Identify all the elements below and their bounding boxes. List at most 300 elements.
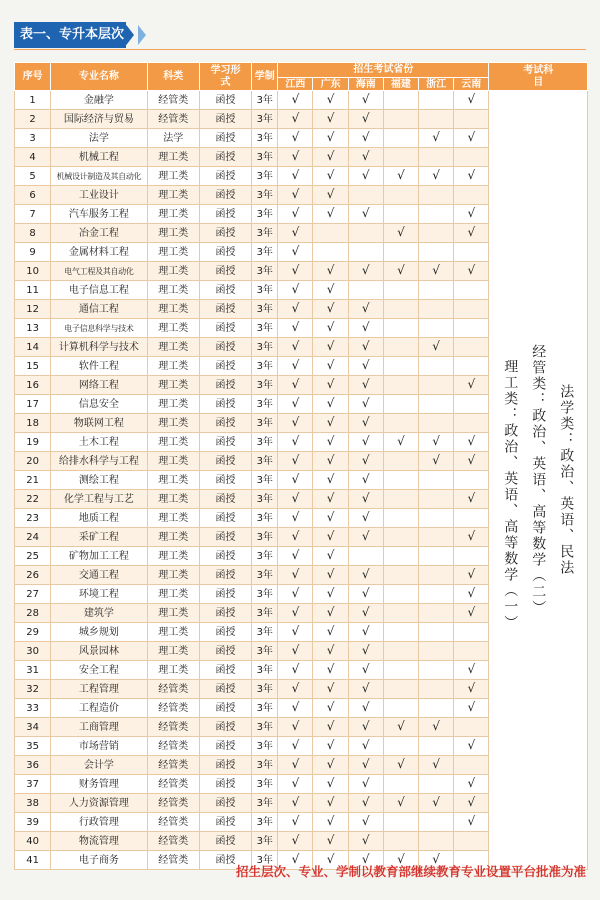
exam-economics: 经管类：政治、英语、高等数学（二） (530, 344, 547, 616)
check-mark-icon: √ (326, 624, 335, 638)
row-study-form: 函授 (199, 338, 251, 357)
row-category: 理工类 (147, 148, 199, 167)
check-mark-icon: √ (326, 472, 335, 486)
check-mark-icon: √ (361, 472, 370, 486)
row-duration: 3年 (252, 547, 278, 566)
row-province-check (278, 566, 313, 585)
row-duration: 3年 (252, 680, 278, 699)
row-province-check (454, 110, 489, 129)
row-province-check (383, 281, 418, 300)
row-study-form: 函授 (199, 699, 251, 718)
row-province-check (419, 490, 454, 509)
row-study-form: 函授 (199, 110, 251, 129)
row-seq: 40 (15, 832, 51, 851)
footnote: 招生层次、专业、学制以教育部继续教育专业设置平台批准为准 (235, 864, 586, 879)
row-major-name: 物联网工程 (51, 414, 147, 433)
row-province-check (278, 319, 313, 338)
row-seq: 17 (15, 395, 51, 414)
row-province-check (383, 357, 418, 376)
row-duration: 3年 (252, 775, 278, 794)
row-province-check (383, 452, 418, 471)
header-province: 广东 (313, 78, 348, 91)
check-mark-icon: √ (326, 719, 335, 733)
row-province-check (278, 452, 313, 471)
row-province-check (348, 376, 383, 395)
exam-subjects (489, 329, 587, 631)
row-study-form: 函授 (199, 566, 251, 585)
row-study-form: 函授 (199, 414, 251, 433)
check-mark-icon: √ (326, 339, 335, 353)
check-mark-icon: √ (467, 491, 476, 505)
check-mark-icon: √ (397, 795, 405, 809)
row-major-name: 财务管理 (51, 775, 147, 794)
row-province-check (419, 794, 454, 813)
row-category: 理工类 (147, 509, 199, 528)
row-province-check (348, 338, 383, 357)
row-seq: 11 (15, 281, 51, 300)
header-category: 科类 (147, 63, 199, 91)
row-province-check (383, 186, 418, 205)
row-major-name: 工商管理 (51, 718, 147, 737)
row-province-check (278, 528, 313, 547)
row-province-check (348, 319, 383, 338)
row-province-check (383, 148, 418, 167)
row-province-check (383, 604, 418, 623)
row-seq: 3 (15, 129, 51, 148)
row-study-form: 函授 (199, 186, 251, 205)
exam-engineering: 理工类：政治、英语、高等数学（一） (502, 359, 519, 631)
check-mark-icon: √ (291, 852, 300, 866)
check-mark-icon: √ (432, 263, 440, 277)
row-duration: 3年 (252, 642, 278, 661)
row-province-check (278, 661, 313, 680)
row-province-check (454, 661, 489, 680)
row-duration: 3年 (252, 205, 278, 224)
row-province-check (454, 433, 489, 452)
row-category: 理工类 (147, 433, 199, 452)
row-major-name: 建筑学 (51, 604, 147, 623)
check-mark-icon: √ (361, 814, 370, 828)
check-mark-icon: √ (361, 738, 370, 752)
row-category: 理工类 (147, 281, 199, 300)
row-province-check (278, 243, 313, 262)
row-seq: 34 (15, 718, 51, 737)
row-category: 理工类 (147, 528, 199, 547)
header-exam: 考试科目 (489, 63, 588, 91)
row-category: 理工类 (147, 547, 199, 566)
row-province-check (383, 205, 418, 224)
row-duration: 3年 (252, 433, 278, 452)
row-province-check (313, 471, 348, 490)
check-mark-icon: √ (361, 624, 370, 638)
title-divider (14, 49, 586, 50)
row-category: 理工类 (147, 262, 199, 281)
row-category: 理工类 (147, 661, 199, 680)
row-province-check (419, 813, 454, 832)
check-mark-icon: √ (326, 453, 335, 467)
check-mark-icon: √ (291, 320, 300, 334)
row-province-check (313, 224, 348, 243)
check-mark-icon: √ (432, 852, 440, 866)
row-major-name: 金属材料工程 (51, 243, 147, 262)
table-row (15, 91, 588, 110)
check-mark-icon: √ (291, 529, 300, 543)
check-mark-icon: √ (467, 700, 476, 714)
row-seq: 33 (15, 699, 51, 718)
row-seq: 36 (15, 756, 51, 775)
row-province-check (454, 129, 489, 148)
row-province-check (419, 167, 454, 186)
row-major-name: 汽车服务工程 (51, 205, 147, 224)
header-province: 云南 (454, 78, 489, 91)
check-mark-icon: √ (291, 719, 300, 733)
row-seq: 10 (15, 262, 51, 281)
row-province-check (313, 813, 348, 832)
row-category: 经管类 (147, 699, 199, 718)
row-province-check (454, 813, 489, 832)
row-province-check (383, 167, 418, 186)
row-province-check (454, 300, 489, 319)
row-province-check (348, 509, 383, 528)
row-duration: 3年 (252, 623, 278, 642)
row-category: 理工类 (147, 167, 199, 186)
row-category: 理工类 (147, 376, 199, 395)
row-study-form: 函授 (199, 680, 251, 699)
row-province-check (313, 376, 348, 395)
check-mark-icon: √ (397, 852, 405, 866)
check-mark-icon: √ (326, 491, 335, 505)
check-mark-icon: √ (361, 795, 370, 809)
row-province-check (419, 604, 454, 623)
check-mark-icon: √ (326, 187, 335, 201)
row-major-name: 人力资源管理 (51, 794, 147, 813)
row-province-check (348, 433, 383, 452)
row-province-check (313, 490, 348, 509)
row-study-form: 函授 (199, 281, 251, 300)
row-province-check (383, 91, 418, 110)
row-study-form: 函授 (199, 395, 251, 414)
row-province-check (348, 167, 383, 186)
row-province-check (348, 794, 383, 813)
row-major-name: 软件工程 (51, 357, 147, 376)
row-province-check (348, 224, 383, 243)
row-province-check (278, 832, 313, 851)
row-province-check (348, 414, 383, 433)
row-province-check (313, 357, 348, 376)
check-mark-icon: √ (467, 681, 476, 695)
row-duration: 3年 (252, 300, 278, 319)
row-province-check (348, 623, 383, 642)
row-province-check (348, 547, 383, 566)
row-province-check (313, 623, 348, 642)
row-seq: 19 (15, 433, 51, 452)
row-province-check (313, 775, 348, 794)
check-mark-icon: √ (467, 206, 476, 220)
row-category: 理工类 (147, 642, 199, 661)
row-province-check (313, 528, 348, 547)
row-seq: 28 (15, 604, 51, 623)
row-province-check (419, 281, 454, 300)
row-province-check (454, 547, 489, 566)
check-mark-icon: √ (326, 529, 335, 543)
check-mark-icon: √ (467, 434, 476, 448)
check-mark-icon: √ (326, 681, 335, 695)
row-province-check (278, 775, 313, 794)
row-major-name: 工程管理 (51, 680, 147, 699)
header-duration: 学制 (252, 63, 278, 91)
row-category: 经管类 (147, 718, 199, 737)
header-provinces-group: 招生考试省份 (278, 63, 489, 78)
check-mark-icon: √ (326, 814, 335, 828)
check-mark-icon: √ (361, 130, 370, 144)
exam-law: 法学类：政治、英语、民法 (558, 384, 575, 576)
row-province-check (383, 433, 418, 452)
check-mark-icon: √ (467, 92, 476, 106)
row-major-name: 机械设计制造及其自动化 (51, 167, 147, 186)
row-major-name: 测绘工程 (51, 471, 147, 490)
row-study-form: 函授 (199, 661, 251, 680)
row-province-check (419, 338, 454, 357)
row-province-check (454, 623, 489, 642)
row-major-name: 会计学 (51, 756, 147, 775)
check-mark-icon: √ (291, 187, 300, 201)
row-category: 经管类 (147, 851, 199, 870)
row-province-check (278, 167, 313, 186)
row-province-check (383, 585, 418, 604)
check-mark-icon: √ (432, 719, 440, 733)
row-study-form: 函授 (199, 547, 251, 566)
row-seq: 31 (15, 661, 51, 680)
row-province-check (348, 243, 383, 262)
row-seq: 6 (15, 186, 51, 205)
row-category: 经管类 (147, 813, 199, 832)
row-study-form: 函授 (199, 718, 251, 737)
row-province-check (313, 566, 348, 585)
row-duration: 3年 (252, 490, 278, 509)
row-seq: 35 (15, 737, 51, 756)
check-mark-icon: √ (326, 852, 335, 866)
row-province-check (278, 604, 313, 623)
row-major-name: 物流管理 (51, 832, 147, 851)
header-province: 福建 (383, 78, 418, 91)
row-province-check (419, 148, 454, 167)
check-mark-icon: √ (291, 415, 300, 429)
row-province-check (454, 699, 489, 718)
row-category: 经管类 (147, 775, 199, 794)
row-province-check (278, 91, 313, 110)
row-province-check (383, 528, 418, 547)
check-mark-icon: √ (326, 795, 335, 809)
majors-table-body (15, 91, 588, 870)
row-study-form: 函授 (199, 91, 251, 110)
row-duration: 3年 (252, 452, 278, 471)
row-province-check (278, 262, 313, 281)
row-seq: 13 (15, 319, 51, 338)
row-category: 经管类 (147, 832, 199, 851)
row-province-check (419, 357, 454, 376)
row-province-check (419, 585, 454, 604)
check-mark-icon: √ (326, 833, 335, 847)
row-province-check (383, 509, 418, 528)
row-major-name: 电子商务 (51, 851, 147, 870)
row-province-check (419, 471, 454, 490)
row-province-check (278, 357, 313, 376)
row-seq: 2 (15, 110, 51, 129)
row-province-check (419, 319, 454, 338)
row-major-name: 行政管理 (51, 813, 147, 832)
row-province-check (419, 775, 454, 794)
check-mark-icon: √ (467, 130, 476, 144)
row-province-check (313, 262, 348, 281)
row-province-check (348, 756, 383, 775)
row-province-check (278, 110, 313, 129)
row-major-name: 安全工程 (51, 661, 147, 680)
check-mark-icon: √ (467, 225, 476, 239)
row-duration: 3年 (252, 224, 278, 243)
check-mark-icon: √ (361, 662, 370, 676)
check-mark-icon: √ (361, 510, 370, 524)
row-province-check (383, 376, 418, 395)
row-province-check (419, 376, 454, 395)
row-seq: 37 (15, 775, 51, 794)
check-mark-icon: √ (361, 377, 370, 391)
row-province-check (348, 490, 383, 509)
row-province-check (348, 699, 383, 718)
header-province: 浙江 (419, 78, 454, 91)
check-mark-icon: √ (361, 700, 370, 714)
exam-subjects-cell (489, 91, 588, 870)
row-category: 理工类 (147, 414, 199, 433)
row-province-check (419, 300, 454, 319)
row-duration: 3年 (252, 376, 278, 395)
row-major-name: 交通工程 (51, 566, 147, 585)
majors-table (14, 62, 588, 870)
row-province-check (313, 186, 348, 205)
check-mark-icon: √ (326, 662, 335, 676)
check-mark-icon: √ (467, 453, 476, 467)
row-province-check (278, 585, 313, 604)
check-mark-icon: √ (361, 149, 370, 163)
row-duration: 3年 (252, 338, 278, 357)
check-mark-icon: √ (326, 434, 335, 448)
row-province-check (278, 395, 313, 414)
row-category: 理工类 (147, 319, 199, 338)
row-province-check (278, 205, 313, 224)
row-province-check (278, 129, 313, 148)
row-province-check (278, 756, 313, 775)
row-study-form: 函授 (199, 490, 251, 509)
check-mark-icon: √ (361, 719, 370, 733)
row-seq: 27 (15, 585, 51, 604)
row-category: 经管类 (147, 91, 199, 110)
row-seq: 23 (15, 509, 51, 528)
row-province-check (419, 623, 454, 642)
row-province-check (454, 832, 489, 851)
row-seq: 14 (15, 338, 51, 357)
row-province-check (419, 566, 454, 585)
row-seq: 12 (15, 300, 51, 319)
row-major-name: 化学工程与工艺 (51, 490, 147, 509)
check-mark-icon: √ (467, 662, 476, 676)
check-mark-icon: √ (326, 605, 335, 619)
row-category: 理工类 (147, 186, 199, 205)
row-study-form: 函授 (199, 623, 251, 642)
row-province-check (278, 737, 313, 756)
row-major-name: 环境工程 (51, 585, 147, 604)
check-mark-icon: √ (467, 377, 476, 391)
row-major-name: 土木工程 (51, 433, 147, 452)
row-study-form: 函授 (199, 642, 251, 661)
row-seq: 8 (15, 224, 51, 243)
row-province-check (348, 737, 383, 756)
row-study-form: 函授 (199, 167, 251, 186)
row-duration: 3年 (252, 737, 278, 756)
row-province-check (419, 395, 454, 414)
row-province-check (383, 699, 418, 718)
row-province-check (419, 452, 454, 471)
row-province-check (454, 509, 489, 528)
row-province-check (278, 433, 313, 452)
row-province-check (419, 680, 454, 699)
row-province-check (419, 699, 454, 718)
row-category: 理工类 (147, 205, 199, 224)
check-mark-icon: √ (291, 339, 300, 353)
check-mark-icon: √ (361, 206, 370, 220)
check-mark-icon: √ (291, 643, 300, 657)
row-province-check (383, 661, 418, 680)
row-major-name: 机械工程 (51, 148, 147, 167)
row-province-check (383, 262, 418, 281)
check-mark-icon: √ (326, 776, 335, 790)
check-mark-icon: √ (326, 206, 335, 220)
check-mark-icon: √ (467, 605, 476, 619)
row-study-form: 函授 (199, 129, 251, 148)
check-mark-icon: √ (326, 415, 335, 429)
check-mark-icon: √ (361, 681, 370, 695)
row-province-check (313, 756, 348, 775)
row-province-check (313, 452, 348, 471)
row-major-name: 采矿工程 (51, 528, 147, 547)
row-province-check (348, 148, 383, 167)
check-mark-icon: √ (361, 301, 370, 315)
check-mark-icon: √ (432, 757, 440, 771)
section-title: 表一、专升本层次 (20, 27, 125, 42)
row-province-check (278, 148, 313, 167)
row-seq: 16 (15, 376, 51, 395)
check-mark-icon: √ (291, 168, 300, 182)
row-province-check (454, 205, 489, 224)
row-province-check (454, 490, 489, 509)
section-title-banner (14, 22, 138, 48)
check-mark-icon: √ (467, 776, 476, 790)
row-major-name: 计算机科学与技术 (51, 338, 147, 357)
row-duration: 3年 (252, 718, 278, 737)
row-duration: 3年 (252, 129, 278, 148)
row-study-form: 函授 (199, 775, 251, 794)
row-category: 经管类 (147, 110, 199, 129)
row-province-check (348, 110, 383, 129)
check-mark-icon: √ (326, 548, 335, 562)
row-province-check (348, 604, 383, 623)
row-province-check (419, 509, 454, 528)
row-province-check (348, 186, 383, 205)
row-category: 理工类 (147, 623, 199, 642)
check-mark-icon: √ (361, 263, 370, 277)
check-mark-icon: √ (291, 510, 300, 524)
row-province-check (454, 566, 489, 585)
row-province-check (383, 756, 418, 775)
row-seq: 26 (15, 566, 51, 585)
